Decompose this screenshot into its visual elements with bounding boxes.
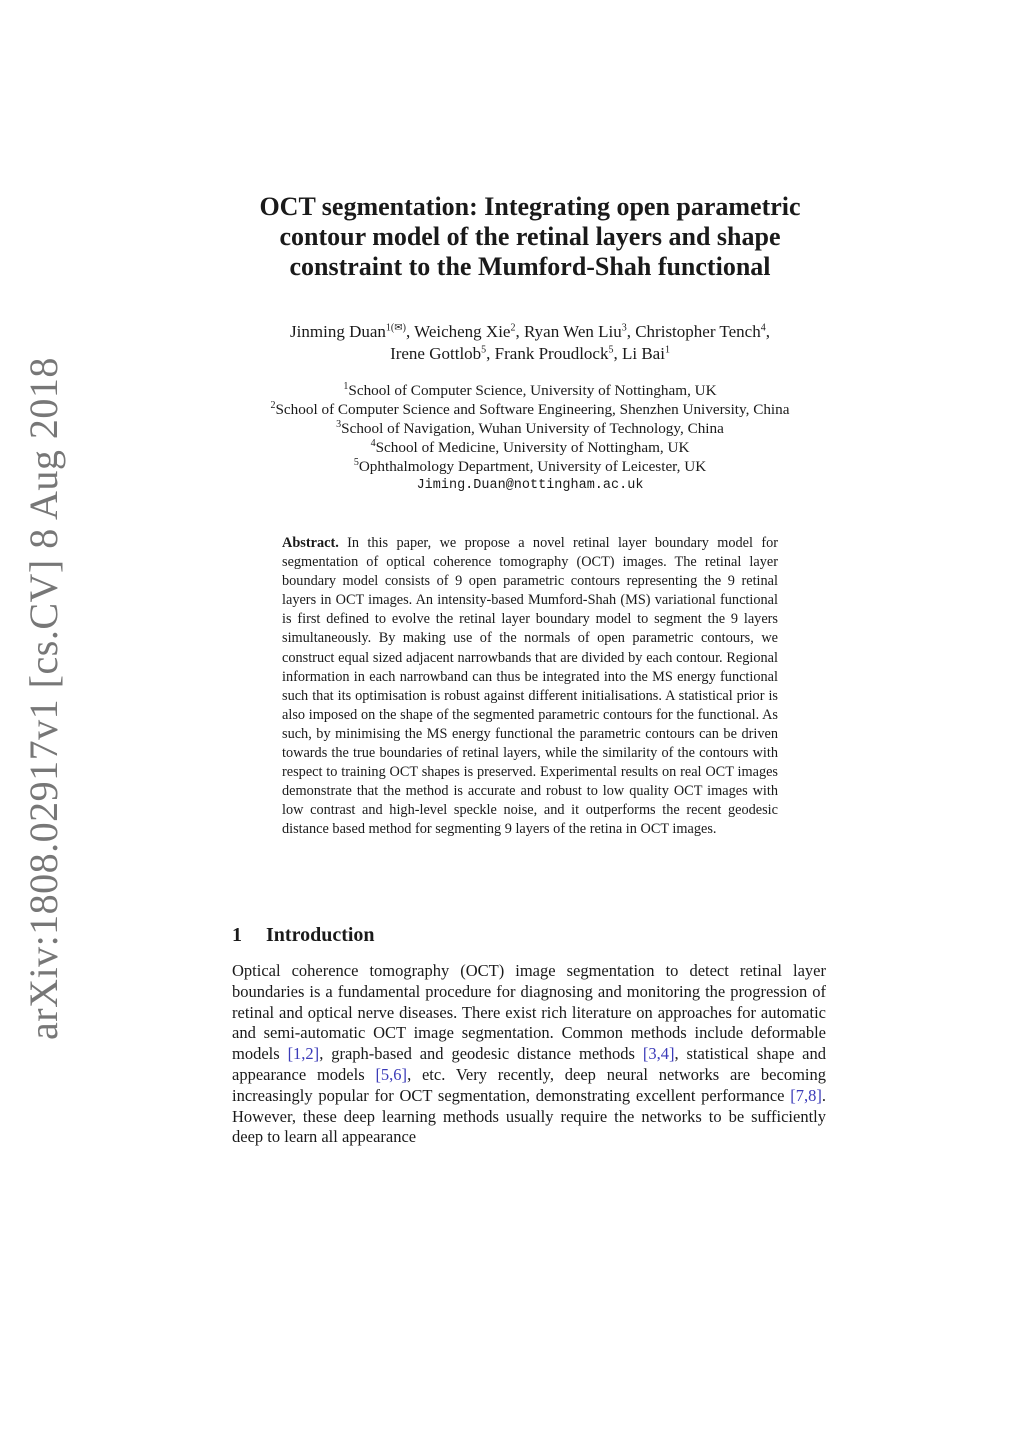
citation-link[interactable]: [7,8]: [790, 1085, 822, 1105]
introduction-paragraph: Optical coherence tomography (OCT) image segmentation to detect retinal layer boundaries is a fundamental procedure for diagnosing and monitoring the progression of retinal and optical nerve diseases. There exist rich literature on approaches for automatic and semi-automatic OCT image segmentation. Common methods include deformable models [1,2], graph-based and geodesic distance methods [3,4], statistical shape and appearance models [5,6], etc. Very recently, deep neural networks are becoming increasingly popular for OCT segmentation, demonstrating excellent performance [7,8]. However, these deep learning methods usually require the networks to be sufficiently deep to learn all appearance: [232, 961, 826, 1147]
paper-title: [220, 192, 840, 282]
affiliation-mark: 5: [608, 344, 614, 356]
section-title: Introduction: [266, 924, 375, 946]
affiliation-line: $^3$School of Navigation, Wuhan University of Technology, China: [336, 418, 724, 437]
citation-link[interactable]: [1,2]: [287, 1044, 320, 1064]
affiliation-line: $^4$School of Medicine, University of Nottingham, UK: [370, 437, 690, 456]
affiliation-mark: 1(✉): [385, 322, 406, 334]
author-name: , Weicheng Xie: [405, 322, 511, 341]
arxiv-identifier-stamp: arXiv:1808.02917v1 [cs.CV] 8 Aug 2018: [21, 357, 66, 1040]
affiliation-line: $^5$Ophthalmology Department, University of Leicester, UK: [353, 456, 707, 475]
contact-email[interactable]: Jiming.Duan@nottingham.ac.uk: [416, 478, 644, 493]
affiliation-mark: 5: [481, 344, 487, 356]
section-number: 1: [232, 924, 242, 946]
author-name: , Christopher Tench: [626, 322, 761, 341]
affiliation-line: $^1$School of Computer Science, University of Nottingham, UK: [343, 380, 717, 399]
affiliation-mark: 4: [760, 322, 766, 334]
affiliation-mark: 2: [510, 322, 516, 334]
author-name: , Frank Proudlock: [486, 344, 609, 363]
title-line-1: OCT segmentation: Integrating open parametric: [259, 192, 801, 221]
author-list: [220, 321, 840, 365]
affiliation-list: [200, 381, 860, 495]
citation-link[interactable]: [3,4]: [642, 1044, 675, 1064]
affiliation-mark: 1: [664, 344, 670, 356]
author-name: Irene Gottlob: [390, 344, 482, 363]
author-name: , Ryan Wen Liu: [515, 322, 622, 341]
author-name: , Li Bai: [613, 344, 665, 363]
citation-link[interactable]: [5,6]: [375, 1064, 408, 1084]
abstract-label: Abstract.: [282, 535, 339, 551]
affiliation-line: $^2$School of Computer Science and Software Engineering, Shenzhen University, China: [270, 399, 790, 418]
affiliation-mark: 3: [621, 322, 627, 334]
title-line-2: contour model of the retinal layers and shape: [279, 222, 781, 251]
abstract-text: In this paper, we propose a novel retinal layer boundary model for segmentation of optical coherence tomography (OCT) images. The retinal layer boundary model consists of 9 open parametric contours representing the 9 retinal layers in OCT images. An intensity-based Mumford-Shah (MS) variational functional is first defined to evolve the retinal layer boundary model to segment the 9 layers simultaneously. By making use of the normals of open parametric contours, we construct equal sized adjacent narrowbands that are divided by each contour. Regional information in each narrowband can thus be integrated into the MS energy functional such that its optimisation is robust against different initialisations. A statistical prior is also imposed on the shape of the segmented parametric contours for the functional. As such, by minimising the MS energy functional the parametric contours can be driven towards the true boundaries of retinal layers, while the similarity of the contours with respect to training OCT shapes is preserved. Experimental results on real OCT images demonstrate that the method is accurate and robust to low quality OCT images with low contrast and high-level speckle noise, and it outperforms the recent geodesic distance based method for segmenting 9 layers of the retina in OCT images.: [282, 535, 779, 838]
title-line-3: constraint to the Mumford-Shah functional: [289, 252, 771, 281]
abstract: [282, 534, 778, 840]
section-heading-introduction: [232, 922, 375, 948]
author-line-2: [220, 343, 840, 365]
author-separator: ,: [765, 322, 770, 341]
author-line-1: [220, 321, 840, 343]
author-name: Jinming Duan: [290, 322, 386, 341]
